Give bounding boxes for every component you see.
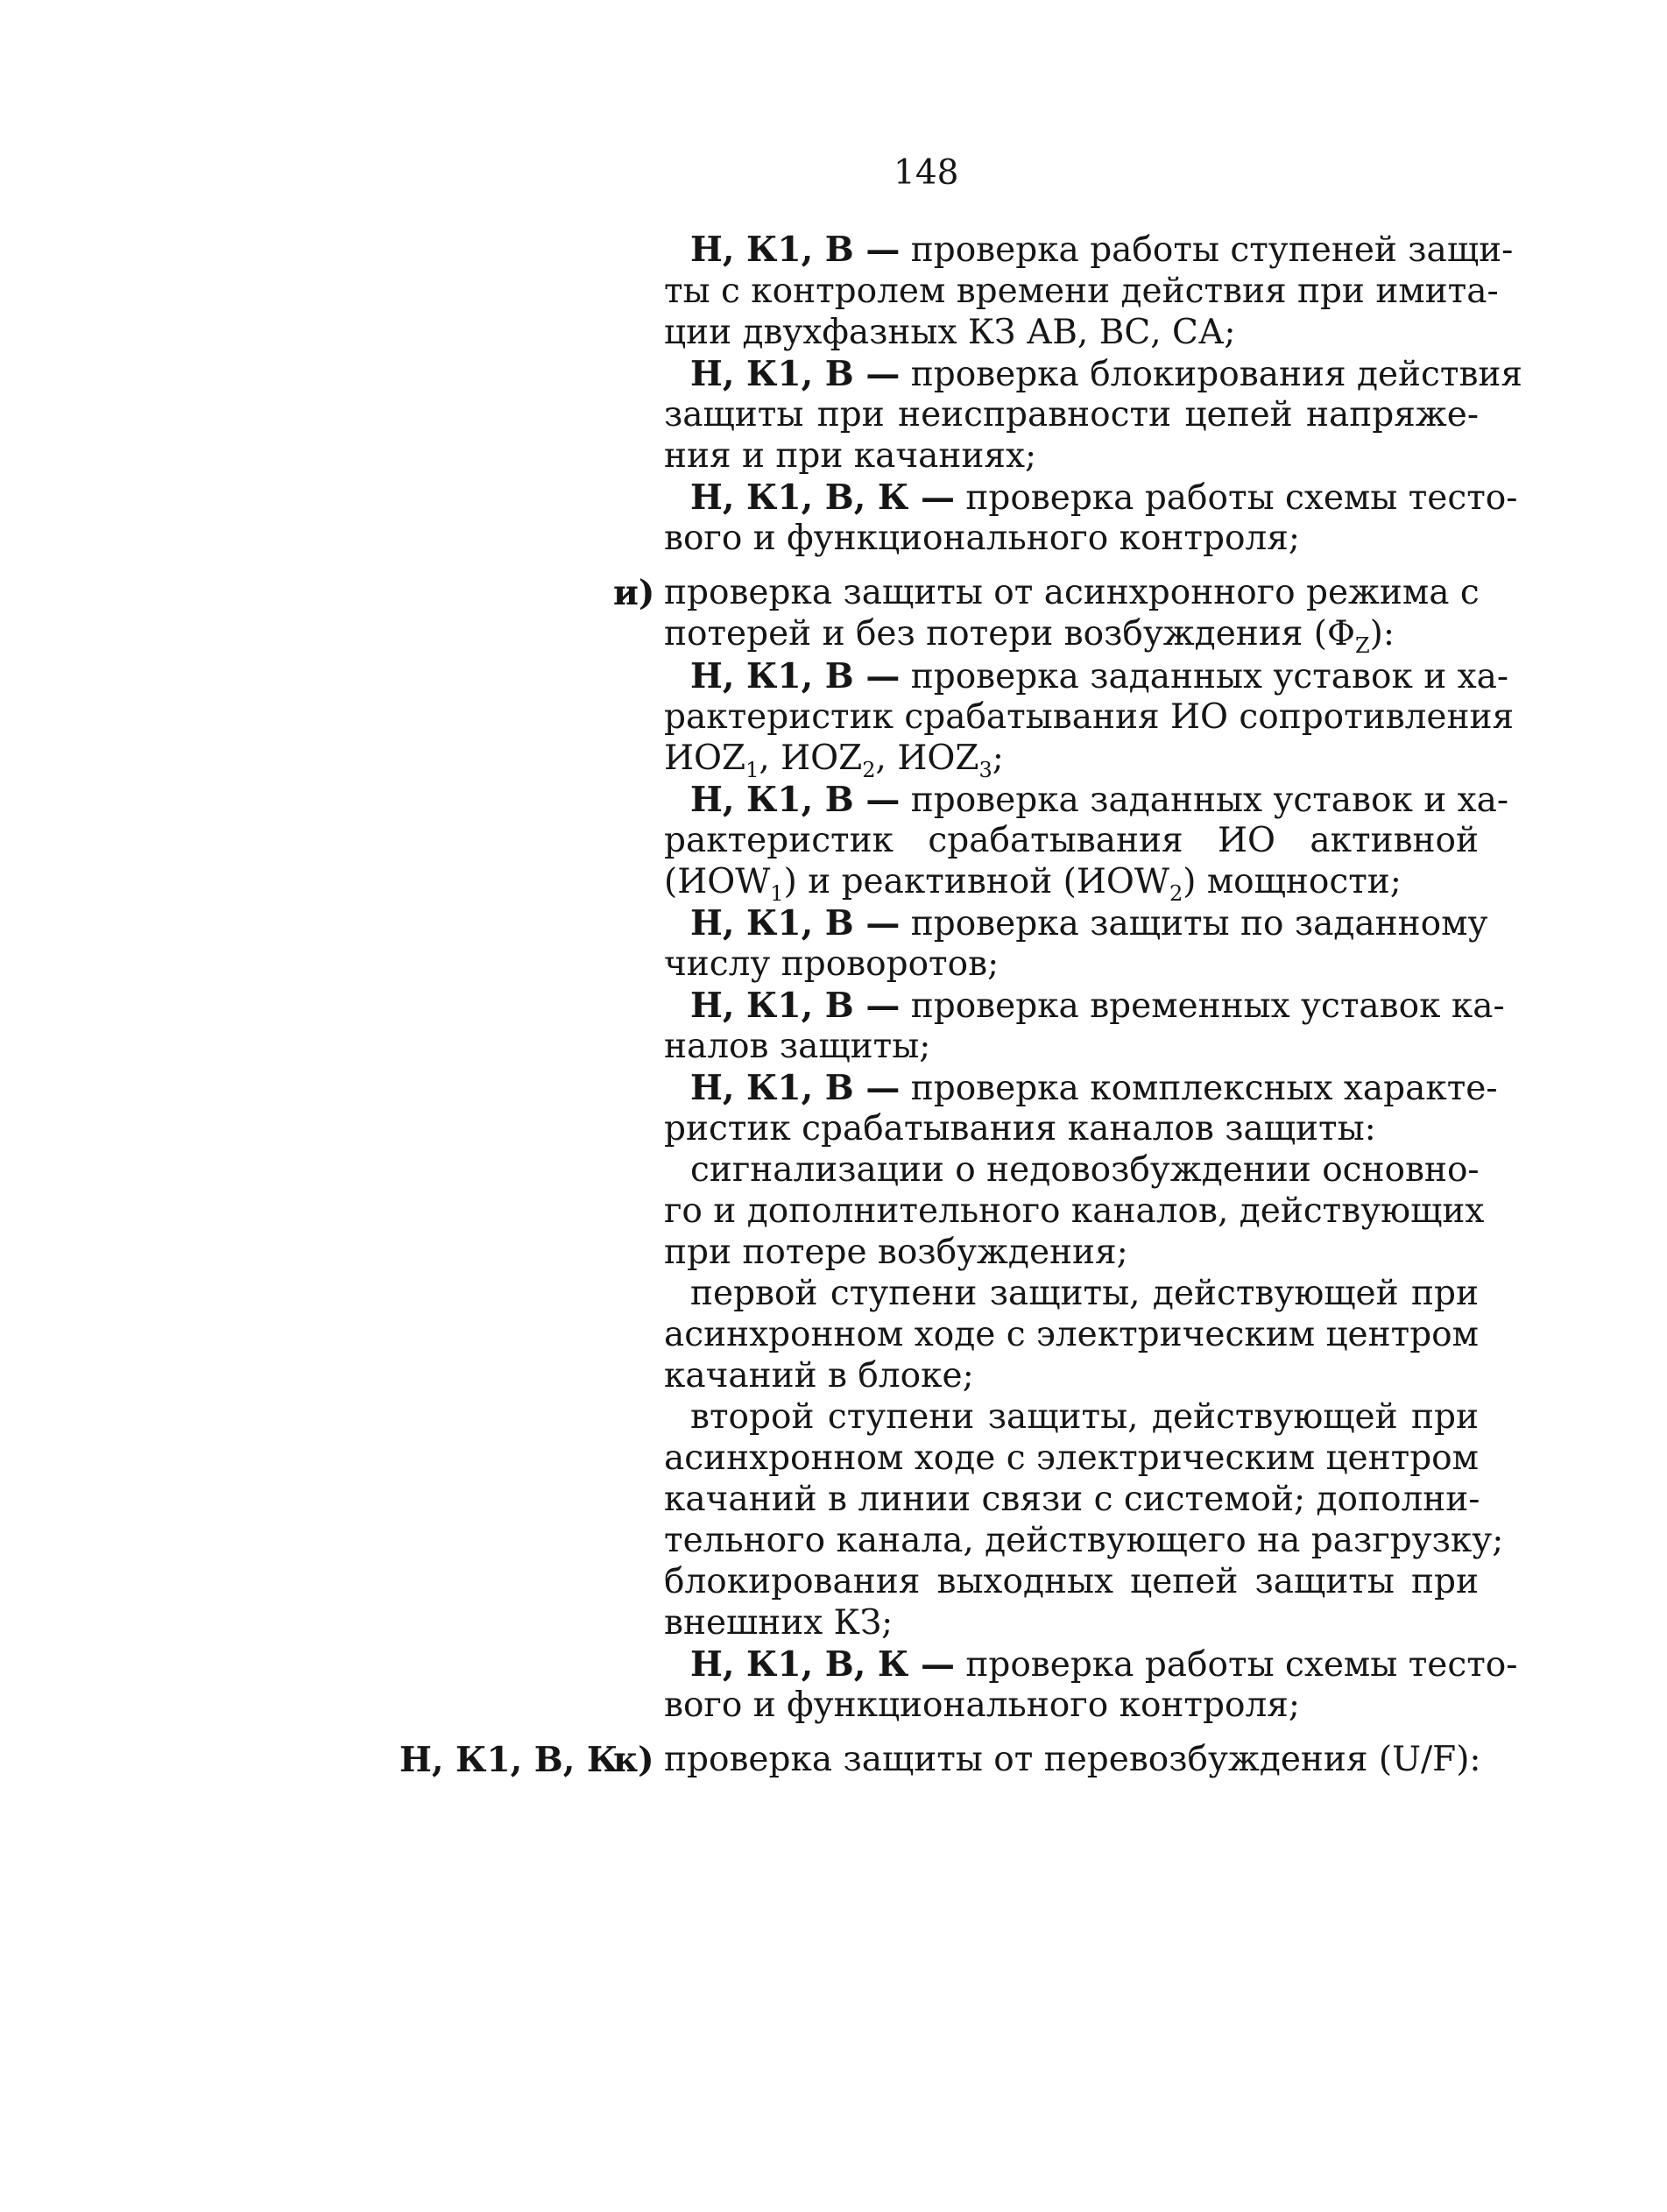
page-number: 148 xyxy=(894,153,959,193)
item-i-line2: потерей и без потери возбуждения $(\Phi_Z)$: xyxy=(664,614,1395,658)
item-k-text: проверка защиты от перевозбуждения (U/F): xyxy=(664,1740,1481,1779)
block1-line1: Н, К1, В — проверка работы ступеней защи- xyxy=(690,230,1514,270)
more3-line2: ристик срабатывания каналов защиты: xyxy=(664,1109,1376,1148)
stage2-line3: качаний в линии связи с системой; дополни- xyxy=(664,1480,1480,1519)
stage1-line1: первой ступени защиты, действующей при xyxy=(690,1274,1479,1313)
stage1-line3: качаний в блоке; xyxy=(664,1356,974,1396)
block3-line1: Н, К1, В, К — проверка работы схемы тесто- xyxy=(690,477,1518,518)
item-k-left-label: Н, К1, В, К xyxy=(399,1740,618,1780)
more2-line1: Н, К1, В — проверка временных уставок ка- xyxy=(690,986,1505,1026)
more3-line1: Н, К1, В — проверка комплексных характе- xyxy=(690,1068,1498,1108)
signal-line1: сигнализации о недовозбуждении основно- xyxy=(690,1150,1480,1190)
block2-line2: защиты при неисправности цепей напряже- xyxy=(664,395,1479,435)
stage2-line4: тельного канала, действующего на разгрузку; xyxy=(664,1521,1504,1560)
block2-line1: Н, К1, В — проверка блокирования действия xyxy=(690,354,1523,394)
sub2-line2: рактеристик срабатывания ИО активной xyxy=(664,821,1479,860)
iow-line: $(ИОW_1)$ и реактивной $(ИОW_2)$ мощности; xyxy=(664,862,1402,906)
more1-line2: числу проворотов; xyxy=(664,944,999,984)
sub2-line1: Н, К1, В — проверка заданных уставок и ха- xyxy=(690,780,1509,820)
item-i-marker: и) xyxy=(613,573,655,613)
stage2-line6: внешних КЗ; xyxy=(664,1603,894,1643)
stage1-line2: асинхронном ходе с электрическим центром xyxy=(664,1315,1479,1354)
signal-line2: го и дополнительного каналов, действующих xyxy=(664,1191,1485,1231)
last-line2: вого и функционального контроля; xyxy=(664,1686,1300,1725)
more1-line1: Н, К1, В — проверка защиты по заданному xyxy=(690,903,1488,943)
stage2-line5: блокирования выходных цепей защиты при xyxy=(664,1562,1479,1601)
stage2-line1: второй ступени защиты, действующей при xyxy=(690,1397,1479,1437)
block1-line3: ции двухфазных КЗ АВ, ВС, СА; xyxy=(664,313,1236,352)
more2-line2: налов защиты; xyxy=(664,1027,931,1066)
block1-line2: ты с контролем времени действия при имита- xyxy=(664,272,1499,311)
block3-line2: вого и функционального контроля; xyxy=(664,519,1300,558)
item-i-line1: проверка защиты от асинхронного режима с xyxy=(664,573,1480,612)
sub1-line2: рактеристик срабатывания ИО сопротивления xyxy=(664,697,1515,737)
block2-line3: ния и при качаниях; xyxy=(664,436,1037,476)
item-k-marker: к) xyxy=(613,1740,654,1780)
ioz-line: $ИОZ_1$, $ИОZ_2$, $ИОZ_3$; xyxy=(664,739,1004,782)
stage2-line2: асинхронном ходе с электрическим центром xyxy=(664,1438,1479,1478)
last-line1: Н, К1, В, К — проверка работы схемы тесто- xyxy=(690,1644,1518,1685)
sub1-line1: Н, К1, В — проверка заданных уставок и ха- xyxy=(690,656,1509,696)
signal-line3: при потере возбуждения; xyxy=(664,1233,1128,1272)
